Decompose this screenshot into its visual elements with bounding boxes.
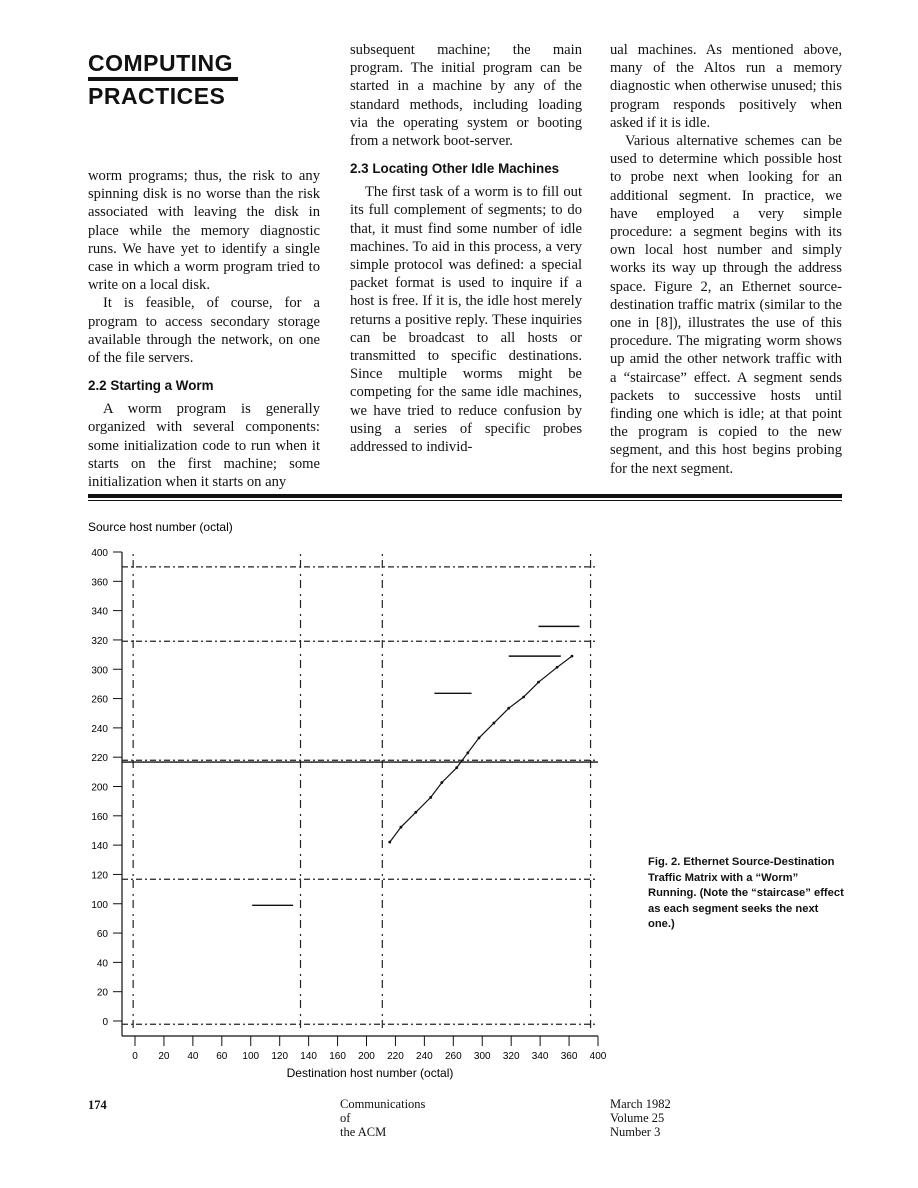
section-title-line2: PRACTICES — [88, 83, 226, 109]
y-tick-label: 320 — [91, 635, 108, 647]
worm-point — [429, 796, 432, 799]
issue-info — [610, 1097, 671, 1139]
text-column-3 — [610, 41, 842, 478]
y-tick-label: 300 — [91, 665, 108, 677]
y-tick-label: 100 — [91, 899, 108, 911]
y-tick-label: 120 — [91, 870, 108, 882]
worm-point — [492, 722, 495, 725]
chart-tick-labels — [91, 548, 606, 1062]
paragraph: ual machines. As mentioned above, many of the Altos run a memory diagnostic when otherwise unused; this program responds positively when asked if it is idle. — [610, 42, 842, 131]
x-tick-label: 60 — [216, 1051, 228, 1062]
journal-name — [340, 1097, 425, 1139]
figure-rule-thick — [88, 494, 842, 498]
section-title-line1: COMPUTING — [88, 50, 234, 76]
y-tick-label: 260 — [91, 694, 108, 706]
paragraph: subsequent machine; the main program. The initial program can be started in a machine by any of the standard methods, including loading via the operating system or booting from a network boot-server. — [350, 42, 582, 150]
y-tick-label: 20 — [96, 987, 108, 999]
y-tick-label: 360 — [91, 577, 108, 589]
chart-axes — [113, 552, 598, 1046]
x-tick-label: 400 — [589, 1051, 607, 1062]
issue-date: March 1982 — [610, 1097, 671, 1111]
journal-line: the ACM — [340, 1125, 387, 1139]
worm-point — [537, 681, 540, 684]
worm-point — [440, 781, 443, 784]
x-tick-label: 240 — [416, 1051, 433, 1062]
y-tick-label: 340 — [91, 606, 108, 618]
x-tick-label: 40 — [187, 1051, 199, 1062]
chart-traces — [122, 552, 598, 1028]
y-tick-label: 220 — [91, 753, 108, 765]
x-tick-label: 320 — [502, 1051, 520, 1062]
y-tick-label: 140 — [91, 841, 108, 853]
x-tick-label: 160 — [329, 1051, 346, 1062]
traffic-matrix-chart — [0, 505, 640, 1085]
journal-line: of — [340, 1111, 351, 1125]
worm-point — [388, 841, 391, 844]
y-tick-label: 160 — [91, 811, 108, 823]
x-tick-label: 220 — [387, 1051, 404, 1062]
y-tick-label: 0 — [102, 1017, 108, 1028]
paragraph: It is feasible, of course, for a program to access secondary storage available through the network, on one of the file servers. — [88, 295, 320, 367]
journal-line: Communications — [340, 1097, 426, 1111]
issue-number: Number 3 — [610, 1125, 661, 1139]
masthead-divider — [88, 77, 238, 81]
section-heading: 2.2 Starting a Worm — [88, 378, 214, 394]
x-tick-label: 360 — [560, 1051, 578, 1062]
page-number: 174 — [88, 1098, 107, 1112]
x-axis-label: Destination host number (octal) — [286, 1066, 454, 1080]
worm-point — [466, 751, 469, 754]
paragraph: A worm program is generally organized with several components: some initialization code to run when it starts on the first machine; some initialization when it starts on any — [88, 401, 320, 491]
section-masthead — [88, 50, 238, 108]
y-tick-label: 60 — [96, 929, 108, 941]
text-column-1 — [88, 167, 320, 491]
x-tick-label: 120 — [271, 1051, 289, 1062]
figure-rule-thin — [88, 500, 842, 501]
x-tick-label: 300 — [473, 1051, 491, 1062]
x-tick-label: 20 — [158, 1051, 170, 1062]
y-tick-label: 400 — [91, 548, 108, 559]
worm-point — [507, 707, 510, 710]
issue-volume: Volume 25 — [610, 1111, 665, 1125]
worm-point — [556, 666, 559, 669]
worm-point — [522, 696, 525, 699]
y-axis-label: Source host number (octal) — [88, 520, 233, 534]
paragraph: worm programs; thus, the risk to any spinning disk is no worse than the risk associated with leaving the disk in place while the memory diagnostic runs. We have yet to identify a single case in which a worm program tried to write on a local disk. — [88, 168, 320, 294]
x-tick-label: 340 — [531, 1051, 549, 1062]
worm-point — [400, 826, 403, 829]
figure-caption: Fig. 2. Ethernet Source-Destination Traffic Matrix with a “Worm” Running. (Note the “staircase” effect as each segment seeks the next one.) — [648, 856, 844, 930]
y-tick-label: 200 — [91, 782, 108, 794]
y-tick-label: 240 — [91, 723, 108, 735]
worm-point — [455, 766, 458, 769]
worm-point — [414, 811, 417, 814]
x-tick-label: 100 — [242, 1051, 260, 1062]
text-column-2 — [350, 41, 582, 456]
x-tick-label: 0 — [132, 1051, 138, 1062]
x-tick-label: 200 — [358, 1051, 375, 1062]
worm-point — [571, 655, 574, 658]
paragraph: Various alternative schemes can be used to determine which possible host to probe next when looking for an additional segment. In practice, we have employed a very simple procedure: a segment begins with its own local host number and simply works its way up through the address space. Figure 2, an Ethernet source-destination traffic matrix (similar to the one in [8]), illustrates the use of this procedure. The migrating worm shows up amid the other network traffic with a “staircase” effect. A segment sends packets to successive hosts until finding one which is idle; at that point the program is copied to the new segment, and this host begins probing for the next segment. — [610, 133, 842, 477]
worm-point — [478, 737, 481, 740]
x-tick-label: 140 — [300, 1051, 317, 1062]
y-tick-label: 40 — [96, 958, 108, 970]
worm-staircase — [390, 656, 572, 842]
section-heading: 2.3 Locating Other Idle Machines — [350, 161, 560, 177]
paragraph: The first task of a worm is to fill out its full complement of segments; to do that, it must find some number of idle machines. To aid in this process, a very simple protocol was defined: a special packet format is used to inquire if a host is free. If it is, the idle host merely returns a positive reply. These inquiries can be broadcast to all hosts or transmitted to specific destinations. Since multiple worms might be competing for the same idle machines, we have tried to reduce confusion by using a series of specific probes addressed to individ- — [350, 184, 582, 456]
x-tick-label: 260 — [444, 1051, 462, 1062]
